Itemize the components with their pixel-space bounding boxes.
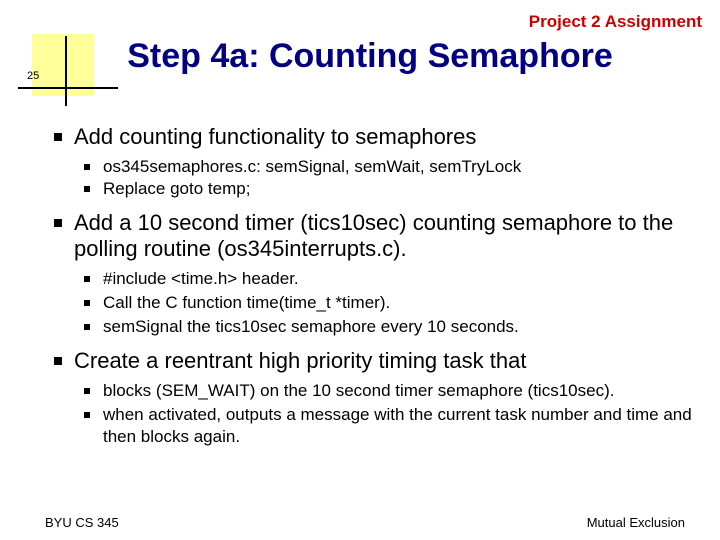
- project-header: Project 2 Assignment: [528, 12, 702, 31]
- slide-title: Step 4a: Counting Semaphore: [127, 37, 613, 75]
- sub-bullet-text: semSignal the tics10sec semaphore every 10 seconds.: [103, 317, 519, 336]
- slide-number: 25: [27, 70, 40, 82]
- bullet-text: Create a reentrant high priority timing task that: [74, 348, 527, 373]
- square-bullet-icon: [84, 276, 90, 282]
- bullet-3: [48, 348, 698, 374]
- square-bullet-icon: [84, 300, 90, 306]
- sub-bullet: [48, 404, 698, 448]
- bullet-text: Add counting functionality to semaphores: [74, 124, 477, 149]
- square-bullet-icon: [84, 412, 90, 418]
- sub-bullet-text: #include <time.h> header.: [103, 269, 299, 288]
- footer-course: BYU CS 345: [45, 515, 119, 530]
- square-bullet-icon: [84, 388, 90, 394]
- sub-bullet: [48, 156, 698, 178]
- sub-bullet-text: os345semaphores.c: semSignal, semWait, semTryLock: [103, 157, 522, 176]
- sub-bullet: [48, 380, 698, 402]
- square-bullet-icon: [54, 357, 62, 365]
- sub-bullet-text: when activated, outputs a message with the current task number and time and then blocks again.: [103, 405, 692, 446]
- sub-bullet: [48, 316, 698, 338]
- sub-bullet-text: Call the C function time(time_t *timer).: [103, 293, 391, 312]
- decorative-vertical-line: [65, 36, 67, 106]
- square-bullet-icon: [84, 324, 90, 330]
- square-bullet-icon: [84, 164, 90, 170]
- bullet-2: [48, 210, 698, 262]
- slide-content: [48, 120, 698, 448]
- bullet-1: [48, 124, 698, 150]
- footer-topic: Mutual Exclusion: [586, 515, 685, 530]
- sub-bullet-text: Replace goto temp;: [103, 179, 251, 198]
- sub-bullet: [48, 292, 698, 314]
- sub-bullet-text: blocks (SEM_WAIT) on the 10 second timer semaphore (tics10sec).: [103, 381, 615, 400]
- bullet-text: Add a 10 second timer (tics10sec) counting semaphore to the polling routine (os345interrupts.c).: [74, 210, 674, 261]
- square-bullet-icon: [54, 133, 62, 141]
- decorative-horizontal-line: [18, 87, 118, 89]
- square-bullet-icon: [54, 219, 62, 227]
- square-bullet-icon: [84, 186, 90, 192]
- sub-bullet: [48, 178, 698, 200]
- sub-bullet: [48, 268, 698, 290]
